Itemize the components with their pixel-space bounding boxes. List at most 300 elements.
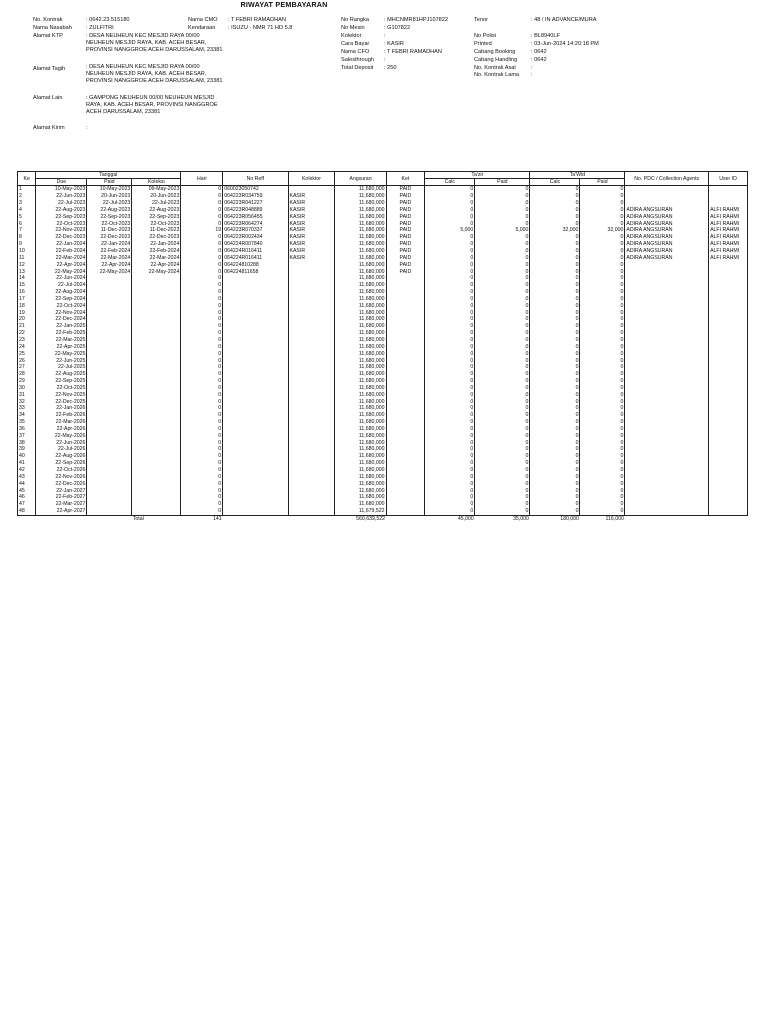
col-header-ke: Ke	[18, 172, 36, 186]
cell-tazir-calc: 0	[425, 440, 475, 447]
cell-koleksi: 22-Apr-2024	[132, 262, 181, 269]
cell-ke: 35	[18, 419, 36, 426]
cell-no-reff	[223, 433, 288, 440]
cell-tawid-paid: 0	[580, 412, 625, 419]
cell-tawid-calc: 0	[530, 248, 580, 255]
cell-kolektor	[288, 269, 335, 276]
cell-due: 22-Jul-2023	[36, 200, 87, 207]
cell-ket	[386, 344, 425, 351]
cell-koleksi	[132, 358, 181, 365]
cell-tazir-paid: 0	[475, 399, 530, 406]
cell-koleksi: 22-Dec-2023	[132, 234, 181, 241]
cell-kolektor	[288, 262, 335, 269]
cell-tawid-calc: 0	[530, 275, 580, 282]
cell-tazir-paid: 0	[475, 440, 530, 447]
cell-tawid-calc: 0	[530, 221, 580, 228]
cell-tazir-calc: 0	[425, 310, 475, 317]
cell-tazir-calc: 0	[425, 453, 475, 460]
table-row	[18, 269, 748, 276]
cell-hari: 0	[181, 351, 223, 358]
cell-kolektor	[288, 433, 335, 440]
table-row	[18, 310, 748, 317]
cell-tazir-calc: 0	[425, 358, 475, 365]
cell-tawid-paid: 0	[580, 337, 625, 344]
cell-paid	[87, 433, 132, 440]
cell-due: 22-Nov-2023	[36, 227, 87, 234]
value-alamat-tagih: : DESA NEUHEUN KEC MESJID RAYA 00/00 NEUHEUN MESJID RAYA, KAB. ACEH BESAR, PROVINSI NANGGROE ACEH DARUSSALAM, 23381	[86, 64, 223, 84]
cell-tazir-paid: 0	[475, 508, 530, 515]
cell-tazir-paid: 0	[475, 330, 530, 337]
cell-user-id	[709, 316, 748, 323]
cell-angsuran: 11,680,000	[335, 481, 386, 488]
value-no-kontrak-lama: :	[531, 72, 533, 78]
cell-ket: PAID	[386, 227, 425, 234]
cell-tawid-calc: 0	[530, 303, 580, 310]
cell-angsuran: 11,680,000	[335, 392, 386, 399]
cell-paid: 22-Sep-2023	[87, 214, 132, 221]
cell-tazir-calc: 0	[425, 446, 475, 453]
cell-kolektor: KASIR	[288, 193, 335, 200]
table-row	[18, 508, 748, 515]
cell-user-id	[709, 419, 748, 426]
table-row	[18, 412, 748, 419]
cell-angsuran: 11,680,000	[335, 248, 386, 255]
cell-ke: 47	[18, 501, 36, 508]
cell-due: 22-Mar-2026	[36, 419, 87, 426]
cell-tazir-calc: 0	[425, 296, 475, 303]
cell-tawid-calc: 0	[530, 316, 580, 323]
cell-tazir-calc: 0	[425, 282, 475, 289]
cell-due: 22-Jun-2025	[36, 358, 87, 365]
cell-pdc	[625, 460, 709, 467]
cell-due: 22-Sep-2024	[36, 296, 87, 303]
table-row	[18, 255, 748, 262]
cell-ket	[386, 433, 425, 440]
cell-tazir-paid: 0	[475, 494, 530, 501]
cell-ke: 37	[18, 433, 36, 440]
cell-tazir-paid: 0	[475, 200, 530, 207]
cell-tawid-paid: 0	[580, 405, 625, 412]
cell-koleksi	[132, 337, 181, 344]
cell-due: 22-Oct-2024	[36, 303, 87, 310]
cell-due: 22-Sep-2023	[36, 214, 87, 221]
cell-koleksi	[132, 310, 181, 317]
cell-tazir-paid: 0	[475, 282, 530, 289]
cell-angsuran: 11,680,000	[335, 344, 386, 351]
cell-tazir-paid: 0	[475, 467, 530, 474]
cell-ket	[386, 481, 425, 488]
table-row	[18, 399, 748, 406]
cell-angsuran: 11,679,522	[335, 508, 386, 515]
cell-ke: 24	[18, 344, 36, 351]
total-tawid-paid: 116,000	[580, 515, 625, 522]
cell-kolektor	[288, 186, 335, 193]
value-kolektor: :	[384, 33, 386, 39]
cell-hari: 0	[181, 289, 223, 296]
value-cara-bayar: : KASIR	[384, 41, 404, 47]
cell-hari: 0	[181, 269, 223, 276]
cell-tawid-paid: 0	[580, 378, 625, 385]
cell-user-id: ALFI RAHMI	[709, 221, 748, 228]
cell-pdc	[625, 508, 709, 515]
cell-tawid-calc: 0	[530, 378, 580, 385]
value-total-deposit: : 250	[384, 65, 397, 71]
cell-tawid-calc: 0	[530, 234, 580, 241]
cell-due: 22-Aug-2023	[36, 207, 87, 214]
cell-user-id	[709, 200, 748, 207]
cell-tawid-paid: 0	[580, 385, 625, 392]
cell-user-id	[709, 460, 748, 467]
cell-tazir-calc: 0	[425, 330, 475, 337]
cell-tawid-paid: 0	[580, 262, 625, 269]
cell-tawid-paid: 0	[580, 501, 625, 508]
cell-due: 22-Jan-2024	[36, 241, 87, 248]
cell-pdc	[625, 351, 709, 358]
cell-hari: 0	[181, 303, 223, 310]
total-label: Total	[132, 515, 181, 522]
cell-pdc	[625, 364, 709, 371]
cell-ket	[386, 337, 425, 344]
col-header-tawid-calc: Calc	[530, 179, 580, 186]
cell-pdc	[625, 405, 709, 412]
cell-tazir-paid: 0	[475, 460, 530, 467]
cell-due: 22-Jun-2026	[36, 440, 87, 447]
cell-ket: PAID	[386, 234, 425, 241]
cell-tazir-paid: 0	[475, 385, 530, 392]
cell-koleksi	[132, 303, 181, 310]
cell-angsuran: 11,680,000	[335, 193, 386, 200]
cell-angsuran: 11,680,000	[335, 323, 386, 330]
table-row	[18, 241, 748, 248]
cell-hari: 0	[181, 275, 223, 282]
value-nama-cmo: : T FEBRI RAMADHAN	[228, 17, 286, 23]
page-title: RIWAYAT PEMBAYARAN	[240, 0, 328, 9]
cell-tazir-paid: 0	[475, 371, 530, 378]
table-row	[18, 296, 748, 303]
cell-ke: 11	[18, 255, 36, 262]
table-row	[18, 262, 748, 269]
cell-tawid-paid: 0	[580, 399, 625, 406]
cell-ket	[386, 446, 425, 453]
cell-paid	[87, 364, 132, 371]
cell-koleksi	[132, 433, 181, 440]
cell-tazir-calc: 0	[425, 494, 475, 501]
cell-paid	[87, 289, 132, 296]
cell-tawid-calc: 0	[530, 255, 580, 262]
cell-no-reff	[223, 426, 288, 433]
cell-user-id	[709, 289, 748, 296]
cell-tazir-paid: 0	[475, 412, 530, 419]
cell-user-id	[709, 494, 748, 501]
table-row	[18, 200, 748, 207]
cell-ke: 4	[18, 207, 36, 214]
cell-koleksi	[132, 419, 181, 426]
cell-user-id	[709, 474, 748, 481]
table-row	[18, 378, 748, 385]
cell-tawid-paid: 0	[580, 358, 625, 365]
cell-user-id	[709, 330, 748, 337]
cell-ket: PAID	[386, 269, 425, 276]
cell-kolektor: KASIR	[288, 227, 335, 234]
cell-no-reff	[223, 364, 288, 371]
cell-paid: 22-Jul-2023	[87, 200, 132, 207]
cell-due: 22-Jul-2026	[36, 446, 87, 453]
cell-tazir-paid: 0	[475, 392, 530, 399]
cell-angsuran: 11,680,000	[335, 241, 386, 248]
cell-no-reff	[223, 481, 288, 488]
cell-tawid-paid: 0	[580, 186, 625, 193]
table-row	[18, 440, 748, 447]
cell-tawid-paid: 0	[580, 453, 625, 460]
cell-user-id	[709, 351, 748, 358]
cell-hari: 0	[181, 371, 223, 378]
table-row	[18, 481, 748, 488]
cell-kolektor	[288, 474, 335, 481]
cell-due: 22-Dec-2025	[36, 399, 87, 406]
cell-kolektor	[288, 412, 335, 419]
cell-tazir-calc: 0	[425, 501, 475, 508]
cell-no-reff: 064223R034759	[223, 193, 288, 200]
cell-paid: 22-Apr-2024	[87, 262, 132, 269]
cell-koleksi	[132, 344, 181, 351]
table-row	[18, 426, 748, 433]
cell-angsuran: 11,680,000	[335, 296, 386, 303]
cell-ke: 12	[18, 262, 36, 269]
total-tazir-calc: 45,000	[425, 515, 475, 522]
cell-kolektor	[288, 419, 335, 426]
cell-tawid-paid: 0	[580, 221, 625, 228]
cell-user-id	[709, 412, 748, 419]
cell-no-reff	[223, 392, 288, 399]
cell-no-reff	[223, 371, 288, 378]
cell-no-reff: 064223R064274	[223, 221, 288, 228]
cell-due: 22-Apr-2025	[36, 344, 87, 351]
cell-no-reff	[223, 501, 288, 508]
cell-pdc	[625, 433, 709, 440]
cell-kolektor: KASIR	[288, 234, 335, 241]
cell-kolektor	[288, 440, 335, 447]
value-no-polisi: : BL8940LF	[531, 33, 560, 39]
cell-ke: 15	[18, 282, 36, 289]
cell-kolektor	[288, 378, 335, 385]
cell-kolektor	[288, 310, 335, 317]
cell-koleksi	[132, 378, 181, 385]
cell-no-reff	[223, 296, 288, 303]
cell-ket	[386, 351, 425, 358]
cell-paid	[87, 392, 132, 399]
cell-ket: PAID	[386, 193, 425, 200]
cell-ke: 25	[18, 351, 36, 358]
cell-paid	[87, 494, 132, 501]
cell-paid	[87, 296, 132, 303]
cell-paid: 20-Jun-2023	[87, 193, 132, 200]
col-header-paid: Paid	[87, 179, 132, 186]
cell-hari: 0	[181, 378, 223, 385]
cell-angsuran: 11,680,000	[335, 405, 386, 412]
label-alamat-ktp: Alamat KTP	[33, 33, 63, 39]
cell-user-id	[709, 392, 748, 399]
cell-kolektor	[288, 344, 335, 351]
cell-tawid-calc: 0	[530, 351, 580, 358]
cell-tawid-calc: 0	[530, 481, 580, 488]
cell-angsuran: 11,680,000	[335, 200, 386, 207]
label-cara-bayar: Cara Bayar	[341, 41, 370, 47]
cell-koleksi	[132, 316, 181, 323]
label-nama-cmo: Nama CMO	[188, 17, 218, 23]
cell-koleksi	[132, 296, 181, 303]
cell-tazir-paid: 0	[475, 474, 530, 481]
cell-tawid-paid: 0	[580, 323, 625, 330]
cell-tazir-paid: 0	[475, 234, 530, 241]
cell-hari: 0	[181, 405, 223, 412]
cell-tawid-paid: 0	[580, 488, 625, 495]
cell-ke: 13	[18, 269, 36, 276]
cell-tazir-paid: 0	[475, 351, 530, 358]
table-row	[18, 358, 748, 365]
cell-ket: PAID	[386, 200, 425, 207]
cell-tawid-paid: 0	[580, 316, 625, 323]
cell-ke: 19	[18, 310, 36, 317]
cell-no-reff	[223, 378, 288, 385]
cell-hari: 0	[181, 364, 223, 371]
cell-hari: 0	[181, 323, 223, 330]
cell-koleksi: 22-Sep-2023	[132, 214, 181, 221]
col-header-kolektor: Kolektor	[288, 172, 335, 186]
cell-koleksi: 22-Aug-2023	[132, 207, 181, 214]
cell-tazir-calc: 0	[425, 269, 475, 276]
table-row	[18, 330, 748, 337]
cell-hari: 0	[181, 474, 223, 481]
cell-angsuran: 11,680,000	[335, 275, 386, 282]
label-total-deposit: Total Deposit	[341, 65, 374, 71]
cell-tazir-calc: 0	[425, 221, 475, 228]
cell-kolektor	[288, 392, 335, 399]
total-angsuran: 560,639,522	[335, 515, 386, 522]
cell-due: 22-Jun-2023	[36, 193, 87, 200]
cell-hari: 0	[181, 488, 223, 495]
cell-tawid-calc: 0	[530, 207, 580, 214]
cell-kolektor: KASIR	[288, 200, 335, 207]
cell-angsuran: 11,680,000	[335, 289, 386, 296]
cell-due: 22-Jul-2024	[36, 282, 87, 289]
cell-pdc	[625, 371, 709, 378]
cell-tawid-paid: 0	[580, 419, 625, 426]
cell-angsuran: 11,680,000	[335, 310, 386, 317]
col-header-koleksi: Koleksi	[132, 179, 181, 186]
cell-angsuran: 11,680,000	[335, 474, 386, 481]
cell-user-id	[709, 310, 748, 317]
value-cabang-booking: : 0642	[531, 49, 547, 55]
cell-paid	[87, 474, 132, 481]
cell-no-reff: 064223R002434	[223, 234, 288, 241]
cell-angsuran: 11,680,000	[335, 412, 386, 419]
cell-no-reff	[223, 467, 288, 474]
cell-hari: 0	[181, 467, 223, 474]
cell-pdc	[625, 330, 709, 337]
cell-angsuran: 11,680,000	[335, 488, 386, 495]
cell-ket	[386, 419, 425, 426]
cell-pdc	[625, 193, 709, 200]
cell-no-reff	[223, 385, 288, 392]
cell-no-reff	[223, 289, 288, 296]
cell-tawid-calc: 0	[530, 467, 580, 474]
cell-paid	[87, 303, 132, 310]
cell-tawid-calc: 0	[530, 460, 580, 467]
cell-tazir-paid: 0	[475, 207, 530, 214]
label-no-kontrak-lama: No. Kontrak Lama	[474, 72, 520, 78]
cell-koleksi	[132, 467, 181, 474]
value-alamat-ktp: : DESA NEUHEUN KEC MESJID RAYA 00/00 NEUHEUN MESJID RAYA, KAB. ACEH BESAR, PROVINSI NANGGROE ACEH DARUSSALAM, 23381	[86, 33, 223, 53]
cell-tazir-calc: 0	[425, 275, 475, 282]
cell-due: 22-Aug-2025	[36, 371, 87, 378]
cell-no-reff: 064224810288	[223, 262, 288, 269]
cell-pdc: ADIRA ANGSURAN	[625, 214, 709, 221]
cell-user-id: ALFI RAHMI	[709, 214, 748, 221]
cell-no-reff	[223, 446, 288, 453]
cell-hari: 0	[181, 412, 223, 419]
cell-due: 22-Feb-2027	[36, 494, 87, 501]
cell-hari: 0	[181, 310, 223, 317]
cell-paid: 22-Jan-2024	[87, 241, 132, 248]
cell-angsuran: 11,680,000	[335, 358, 386, 365]
cell-kolektor	[288, 426, 335, 433]
table-row	[18, 392, 748, 399]
cell-user-id	[709, 467, 748, 474]
cell-hari: 0	[181, 358, 223, 365]
label-kolektor: Kolektor	[341, 33, 362, 39]
table-row	[18, 488, 748, 495]
col-header-hari: Hari	[181, 172, 223, 186]
label-alamat-tagih: Alamat Tagih	[33, 66, 66, 72]
cell-kolektor	[288, 330, 335, 337]
cell-ke: 40	[18, 453, 36, 460]
col-header-user-id: User ID	[709, 172, 748, 186]
cell-hari: 0	[181, 316, 223, 323]
cell-due: 22-Jan-2025	[36, 323, 87, 330]
cell-tawid-calc: 0	[530, 426, 580, 433]
cell-ke: 23	[18, 337, 36, 344]
cell-no-reff	[223, 351, 288, 358]
cell-koleksi	[132, 330, 181, 337]
cell-no-reff	[223, 419, 288, 426]
cell-paid	[87, 378, 132, 385]
cell-ke: 36	[18, 426, 36, 433]
cell-koleksi: 09-May-2023	[132, 186, 181, 193]
value-no-kontrak-asal: :	[531, 65, 533, 71]
cell-kolektor	[288, 303, 335, 310]
cell-kolektor: KASIR	[288, 241, 335, 248]
label-salesthrough: Salesthrough	[341, 57, 374, 63]
cell-ket	[386, 426, 425, 433]
cell-paid	[87, 440, 132, 447]
cell-paid: 11-Dec-2023	[87, 227, 132, 234]
cell-user-id	[709, 399, 748, 406]
cell-ket	[386, 508, 425, 515]
cell-no-reff: 064224R007840	[223, 241, 288, 248]
cell-pdc: ADIRA ANGSURAN	[625, 207, 709, 214]
cell-angsuran: 11,680,000	[335, 460, 386, 467]
cell-angsuran: 11,680,000	[335, 269, 386, 276]
cell-angsuran: 11,680,000	[335, 399, 386, 406]
cell-hari: 0	[181, 433, 223, 440]
cell-ket: PAID	[386, 186, 425, 193]
cell-hari: 0	[181, 262, 223, 269]
cell-tawid-paid: 0	[580, 474, 625, 481]
cell-tazir-calc: 0	[425, 364, 475, 371]
cell-tazir-paid: 0	[475, 221, 530, 228]
cell-koleksi: 11-Dec-2023	[132, 227, 181, 234]
cell-no-reff	[223, 316, 288, 323]
